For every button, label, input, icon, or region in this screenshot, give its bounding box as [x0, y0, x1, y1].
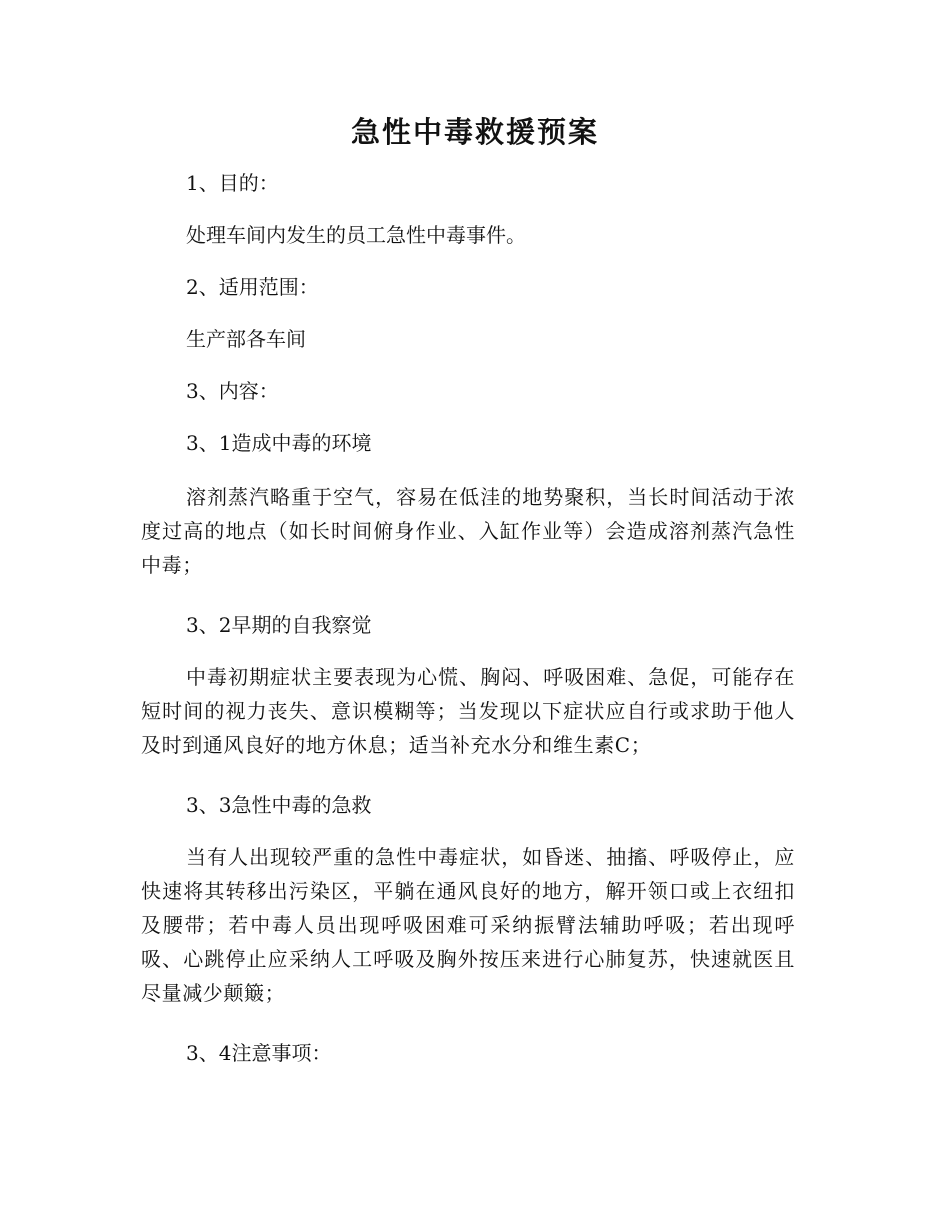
section-scope-text: 生产部各车间 — [186, 327, 306, 351]
section-notes-heading: 3、4注意事项： — [186, 1041, 332, 1065]
section-awareness-heading: 3、2早期的自我察觉 — [186, 613, 372, 637]
section-scope-heading: 2、适用范围： — [186, 275, 319, 299]
section-content-heading: 3、内容： — [186, 379, 279, 403]
section-purpose-text: 处理车间内发生的员工急性中毒事件。 — [186, 223, 526, 247]
section-purpose-heading: 1、目的： — [186, 171, 279, 195]
section-rescue-heading: 3、3急性中毒的急救 — [186, 793, 372, 817]
document-title: 急性中毒救援预案 — [350, 115, 599, 149]
section-awareness-text: 中毒初期症状主要表现为心慌、胸闷、呼吸困难、急促，可能存在短时间的视力丧失、意识模糊等；当发现以下症状应自行或求助于他人及时到通风良好的地方休息；适当补充水分和维生素C； — [141, 665, 795, 757]
section-environment-text: 溶剂蒸汽略重于空气，容易在低洼的地势聚积，当长时间活动于浓度过高的地点（如长时间俯身作业、入缸作业等）会造成溶剂蒸汽急性中毒； — [141, 485, 795, 577]
section-rescue-text: 当有人出现较严重的急性中毒症状，如昏迷、抽搐、呼吸停止，应快速将其转移出污染区，平躺在通风良好的地方，解开领口或上衣纽扣及腰带；若中毒人员出现呼吸困难可采纳振臂法辅助呼吸；若出现呼吸、心跳停止应采纳人工呼吸及胸外按压来进行心肺复苏，快速就医且尽量减少颠簸； — [141, 845, 795, 1005]
section-environment-heading: 3、1造成中毒的环境 — [186, 431, 372, 455]
